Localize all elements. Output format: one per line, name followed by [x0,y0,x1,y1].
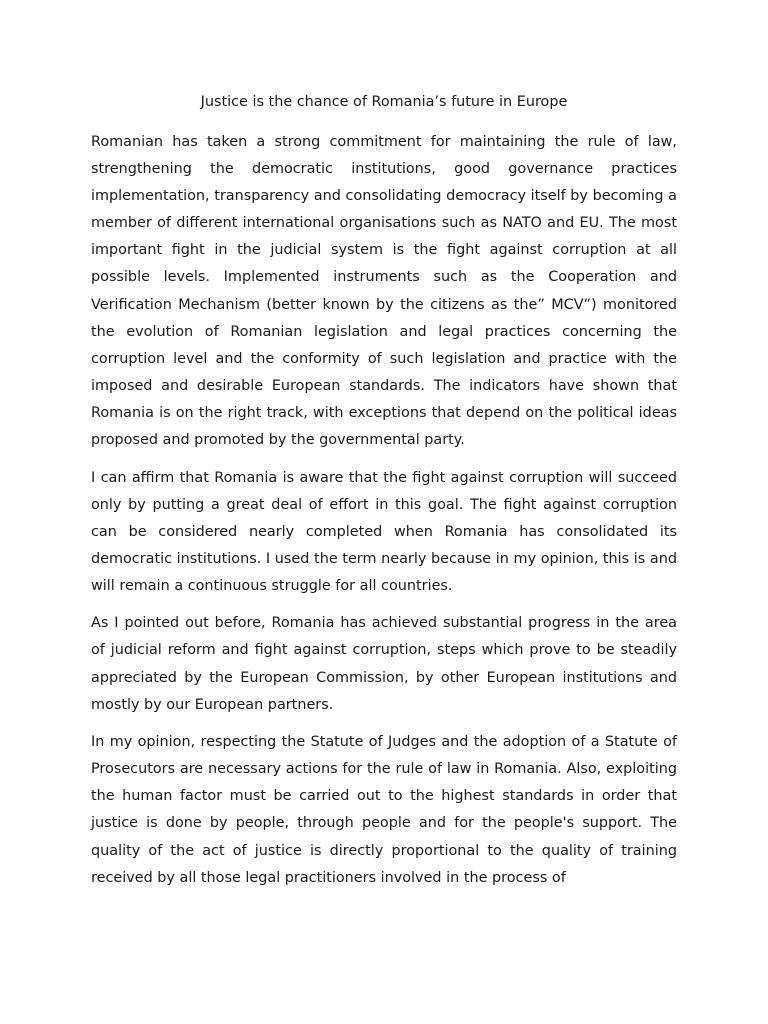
document-body [91,129,677,902]
paragraph-1: Romanian has taken a strong commitment for maintaining the rule of law, strengthening the democratic institutions, good governance practices implementation, transparency and consolidating democracy itself by becoming a member of different international organisations such as NATO and EU. The most important fight in the judicial system is the fight against corruption at all possible levels. Implemented instruments such as the Cooperation and Verification Mechanism (better known by the citizens as the” MCV”) monitored the evolution of Romanian legislation and legal practices concerning the corruption level and the conformity of such legislation and practice with the imposed and desirable European standards. The indicators have shown that Romania is on the right track, with exceptions that depend on the political ideas proposed and promoted by the governmental party. [91,134,677,449]
document-title: Justice is the chance of Romania’s future in Europe [200,94,568,110]
paragraph-4: In my opinion, respecting the Statute of Judges and the adoption of a Statute of Prosecutors are necessary actions for the rule of law in Romania. Also, exploiting the human factor must be carried out to the highest standards in order that justice is done by people, through people and for the people's support. The quality of the act of justice is directly proportional to the quality of training received by all those legal practitioners involved in the process of [91,734,677,886]
paragraph-2: I can affirm that Romania is aware that the fight against corruption will succeed only by putting a great deal of effort in this goal. The fight against corruption can be considered nearly completed when Romania has consolidated its democratic institutions. I used the term nearly because in my opinion, this is and will remain a continuous struggle for all countries. [91,469,677,594]
paragraph-3: As I pointed out before, Romania has achieved substantial progress in the area of judicial reform and fight against corruption, steps which prove to be steadily appreciated by the European Commission, by other European institutions and mostly by our European partners. [91,615,677,713]
